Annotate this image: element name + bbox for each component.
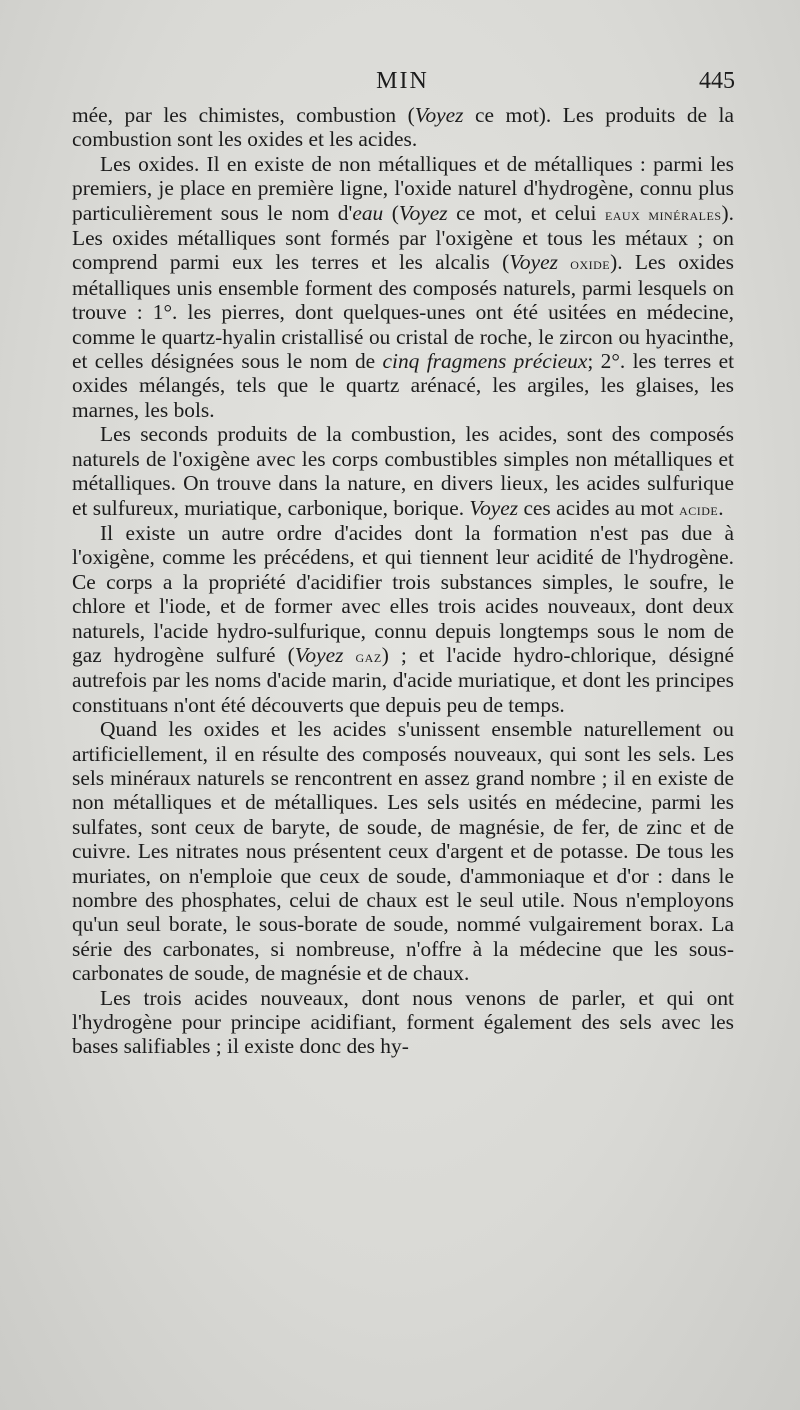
- page-number: 445: [699, 68, 735, 94]
- small-caps-text: oxide: [570, 253, 611, 274]
- paragraph-hydrogen-acids: [72, 521, 734, 717]
- italic-text: Voyez: [469, 495, 519, 520]
- text-run: Quand les oxides et les acides s'unissent ensemble naturellement ou artificiellement, il en résulte des composés nouveaux, qui sont les sels. Les sels minéraux naturels se rencontrent en assez grand nombre ; il en existe de non métalliques et de métalliques. Les sels usités en médecine, parmi les sulfates, sont ceux de baryte, de soude, de magnésie, de fer, de zinc et de cuivre. Les nitrates nous présentent ceux d'argent et de potasse. De tous les muriates, on n'emploie que ceux de soude, d'ammoniaque et d'or : dans le nombre des phosphates, celui de chaux est le seul utile. Nous n'employons qu'un seul borate, le sous-borate de soude, nommé vulgairement borax. La série des carbonates, si nombreuse, n'offre à la médecine que les sous-carbonates de soude, de magnésie et de chaux.: [72, 717, 734, 986]
- small-caps-text: gaz: [355, 645, 382, 666]
- text-run: (: [383, 200, 399, 225]
- text-run: Les oxides. Il en existe de non métalliques et de métalliques : parmi les premiers, je place en première ligne, l'oxide naturel d'hydrogène, connu plus particulièrement sous le nom d': [72, 151, 734, 225]
- italic-text: cinq fragmens précieux: [382, 349, 588, 374]
- paragraph-new-acids: [72, 986, 734, 1059]
- text-run: ; 2°. les terres et oxides mélangés, tels que le quartz arénacé, les argiles, les glaises, les marnes, les bols.: [72, 349, 735, 422]
- italic-text: Voyez: [398, 200, 448, 225]
- italic-text: eau: [352, 200, 384, 225]
- text-run: ce mot, et celui: [447, 200, 605, 225]
- italic-text: Voyez: [294, 642, 344, 667]
- text-run: Les seconds produits de la combustion, les acides, sont des composés naturels de l'oxigène avec les corps combustibles simples non métalliques et métalliques. On trouve dans la nature, en divers lieux, les acides sulfurique et sulfureux, muriatique, carbonique, borique.: [72, 422, 734, 520]
- paragraph-acids: [72, 422, 734, 521]
- text-run: [558, 250, 570, 274]
- italic-text: Voyez: [414, 103, 464, 127]
- page-header: [70, 68, 735, 102]
- paragraph-combustion: [72, 103, 734, 152]
- body-text: [72, 103, 734, 1059]
- text-run: ). Les oxides métalliques unis ensemble forment des composés naturels, parmi lesquels on trouve : 1°. les pierres, dont quelques-unes ont été usitées en médecine, comme le quartz-hyalin cristallisé ou cristal de roche, le zircon ou hyacinthe, et celles désignées sous le nom de: [72, 250, 734, 374]
- text-run: .: [718, 495, 724, 520]
- text-run: ces acides au mot: [518, 495, 680, 520]
- running-title: MIN: [376, 68, 429, 94]
- text-run: ce mot). Les produits de la combustion sont les oxides et les acides.: [72, 103, 734, 152]
- text-run: ) ; et l'acide hydro-chlorique, désigné autrefois par les noms d'acide marin, d'acide muriatique, et dont les principes constituans n'ont été découverts que depuis peu de temps.: [72, 642, 734, 717]
- italic-text: Voyez: [509, 250, 558, 275]
- paragraph-salts: [72, 717, 734, 985]
- text-run: [343, 643, 355, 667]
- text-run: mée, par les chimistes, combustion (: [72, 103, 415, 127]
- small-caps-text: eaux minérales: [604, 203, 722, 224]
- small-caps-text: acide: [679, 498, 719, 519]
- text-run: Les trois acides nouveaux, dont nous venons de parler, et qui ont l'hydrogène pour principe acidifiant, forment également des sels avec les bases salifiables ; il existe donc des hy-: [72, 985, 734, 1059]
- text-run: Il existe un autre ordre d'acides dont la formation n'est pas due à l'oxigène, comme les précédens, et qui tiennent leur acidité de l'hydrogène. Ce corps a la propriété d'acidifier trois substances simples, le soufre, le chlore et l'iode, et de former avec elles trois acides nouveaux, dont deux naturels, l'acide hydro-sulfurique, connu depuis longtemps sous le nom de gaz hydrogène sulfuré (: [72, 520, 734, 667]
- text-run: ). Les oxides métalliques sont formés par l'oxigène et tous les métaux ; on comprend parmi eux les terres et les alcalis (: [72, 200, 734, 275]
- paragraph-oxides: [72, 152, 734, 422]
